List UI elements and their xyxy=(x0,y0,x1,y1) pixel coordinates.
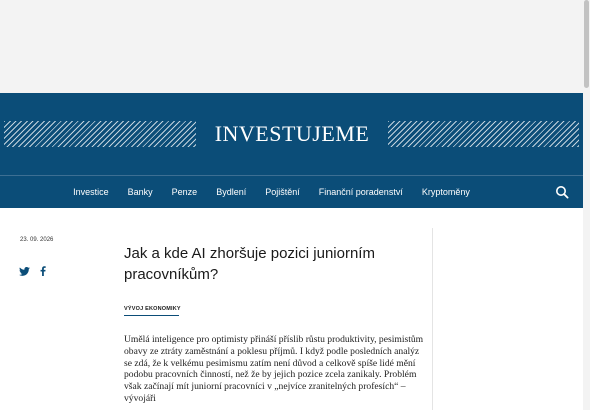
sidebar-divider xyxy=(432,228,433,410)
facebook-icon[interactable] xyxy=(40,263,46,281)
masthead-hatch-left xyxy=(4,121,196,147)
top-blank-area xyxy=(0,0,583,93)
nav-item-bydleni[interactable]: Bydlení xyxy=(216,187,247,197)
nav-item-banky[interactable]: Banky xyxy=(127,187,153,197)
site-logo[interactable]: INVESTUJEME xyxy=(214,121,370,146)
main-navigation xyxy=(0,176,583,208)
share-icons xyxy=(19,263,46,281)
nav-item-investice[interactable]: Investice xyxy=(73,187,109,197)
nav-item-penze[interactable]: Penze xyxy=(171,187,198,197)
nav-item-pojisteni[interactable]: Pojištění xyxy=(265,187,300,197)
article-area xyxy=(0,208,583,410)
category-underline xyxy=(124,315,179,316)
article-category[interactable]: VÝVOJ EKONOMIKY xyxy=(124,306,181,312)
article-title: Jak a kde AI zhoršuje pozici juniorním pracovníkům? xyxy=(124,245,375,283)
nav-list xyxy=(73,187,470,197)
masthead-hatch-right xyxy=(388,121,579,147)
article-lead: Umělá inteligence pro optimisty přináší příslib růstu produktivity, pesimistům obavy ze ztráty zaměstnání a poklesu příjmů. I když podle posledních analýz se zdá, že k velkému pesimismu zatím není důvod a celkově spíše lidé mění podobu pracovních činností, než že by jejich pozice zcela zanikaly. Problém však začínají mít juniorní pracovníci v „nejvíce zranitelných profesích“ – vývojáři xyxy=(124,334,424,404)
twitter-icon[interactable] xyxy=(19,263,30,281)
scrollbar-track[interactable] xyxy=(583,0,590,410)
nav-item-kryptomeny[interactable]: Kryptoměny xyxy=(421,187,470,197)
article-date: 23. 09. 2026 xyxy=(20,237,54,243)
scrollbar-thumb[interactable] xyxy=(584,0,589,88)
search-icon[interactable] xyxy=(555,185,569,199)
masthead xyxy=(0,93,583,176)
nav-item-financni-poradenstvi[interactable]: Finanční poradenství xyxy=(318,187,403,197)
